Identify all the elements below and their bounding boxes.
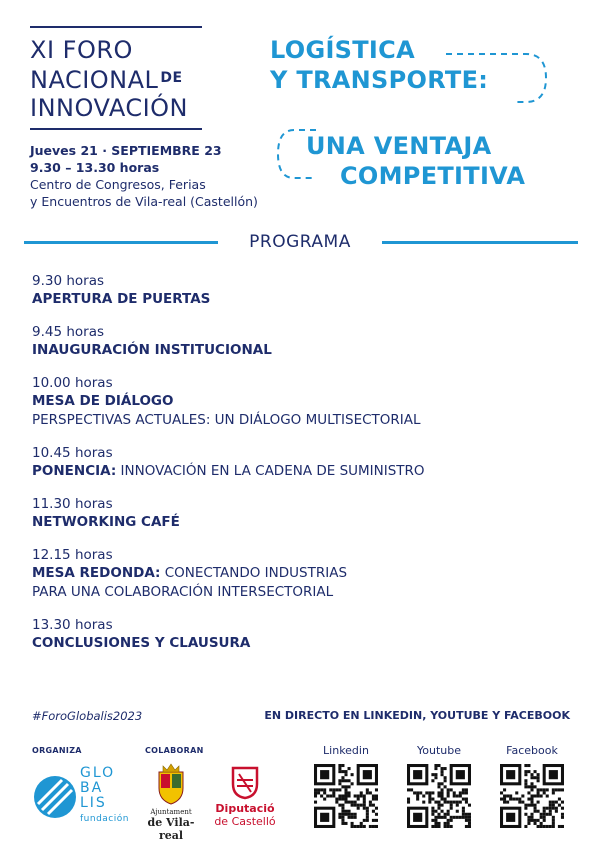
event-hours: 9.30 – 13.30 horas (30, 160, 160, 175)
event-venue-1: Centro de Congresos, Ferias (30, 177, 206, 192)
organiza-label: ORGANIZA (32, 746, 82, 755)
title-line-2-main: NACIONAL (30, 66, 159, 94)
event-date: Jueves 21 · SEPTIEMBRE 23 (30, 143, 222, 158)
program-subtitle: PERSPECTIVAS ACTUALES: UN DIÁLOGO MULTISECTORIAL (32, 412, 421, 428)
program-time: 11.30 horas (32, 496, 113, 512)
program-time: 10.00 horas (32, 375, 113, 391)
event-title (30, 28, 204, 128)
vilareal-crest-icon (153, 762, 189, 806)
programa-rule-right (382, 241, 578, 244)
program-item (32, 495, 582, 532)
globalis-globe-icon (32, 774, 78, 820)
event-info (30, 142, 290, 210)
diputacio-emblem-icon (231, 766, 259, 800)
program-time: 9.45 horas (32, 324, 105, 340)
program-title-bold: PONENCIA: (32, 463, 117, 479)
globalis-wordmark: GLO BA LIS (80, 765, 116, 811)
headline (268, 36, 578, 206)
programa-rule-left (24, 241, 218, 244)
programa-heading: PROGRAMA (249, 232, 351, 252)
event-venue-2: y Encuentros de Vila-real (Castellón) (30, 194, 258, 209)
vilareal-logo (138, 762, 204, 842)
colaboran-label: COLABORAN (145, 746, 204, 755)
vilareal-text-1: Ajuntament (150, 808, 192, 816)
youtube-qr-icon[interactable] (407, 764, 471, 828)
program-item (32, 444, 582, 481)
program-title: INAUGURACIÓN INSTITUCIONAL (32, 342, 272, 358)
title-line-2 (30, 64, 204, 94)
program-title-rest: CONECTANDO INDUSTRIAS (160, 565, 348, 581)
headline-line-1: LOGÍSTICA (270, 36, 415, 64)
title-line-2-small: DE (160, 70, 183, 86)
headline-line-2: Y TRANSPORTE: (270, 66, 489, 94)
program-title: APERTURA DE PUERTAS (32, 291, 211, 307)
program-item (32, 546, 582, 602)
program-item (32, 323, 582, 360)
diputacio-logo (210, 762, 280, 832)
vilareal-text-2: de Vila-real (147, 816, 195, 842)
program-title (32, 462, 582, 481)
program-title (32, 564, 582, 583)
program-item (32, 272, 582, 309)
program-title: MESA DE DIÁLOGO (32, 393, 174, 409)
globalis-fundacion: fundación (80, 814, 129, 824)
program-title-bold: MESA REDONDA: (32, 565, 161, 581)
youtube-label: Youtube (417, 744, 461, 757)
program-list (32, 272, 582, 667)
diputacio-text-1: Diputació (215, 802, 275, 815)
program-item (32, 616, 582, 653)
globalis-logo (32, 762, 132, 832)
program-title-rest: INNOVACIÓN EN LA CADENA DE SUMINISTRO (116, 463, 425, 479)
linkedin-qr-icon[interactable] (314, 764, 378, 828)
program-time: 13.30 horas (32, 617, 113, 633)
diputacio-text-2: de Castelló (214, 815, 276, 828)
linkedin-label: Linkedin (323, 744, 369, 757)
headline-line-3: UNA VENTAJA (306, 132, 492, 160)
program-time: 9.30 horas (32, 273, 105, 289)
program-time: 12.15 horas (32, 547, 113, 563)
event-title-block (30, 26, 204, 130)
headline-line-4: COMPETITIVA (340, 162, 526, 190)
live-stream-notice: EN DIRECTO EN LINKEDIN, YOUTUBE Y FACEBOOK (264, 709, 570, 722)
title-rule-bottom (30, 128, 202, 130)
program-title: CONCLUSIONES Y CLAUSURA (32, 635, 251, 651)
title-line-3: INNOVACIÓN (30, 94, 189, 122)
hashtag: #ForoGlobalis2023 (32, 709, 143, 723)
program-item (32, 374, 582, 430)
title-line-1: XI FORO (30, 36, 133, 64)
program-title: NETWORKING CAFÉ (32, 514, 180, 530)
facebook-label: Facebook (506, 744, 558, 757)
facebook-qr-icon[interactable] (500, 764, 564, 828)
program-time: 10.45 horas (32, 445, 113, 461)
program-subtitle: PARA UNA COLABORACIÓN INTERSECTORIAL (32, 584, 334, 600)
